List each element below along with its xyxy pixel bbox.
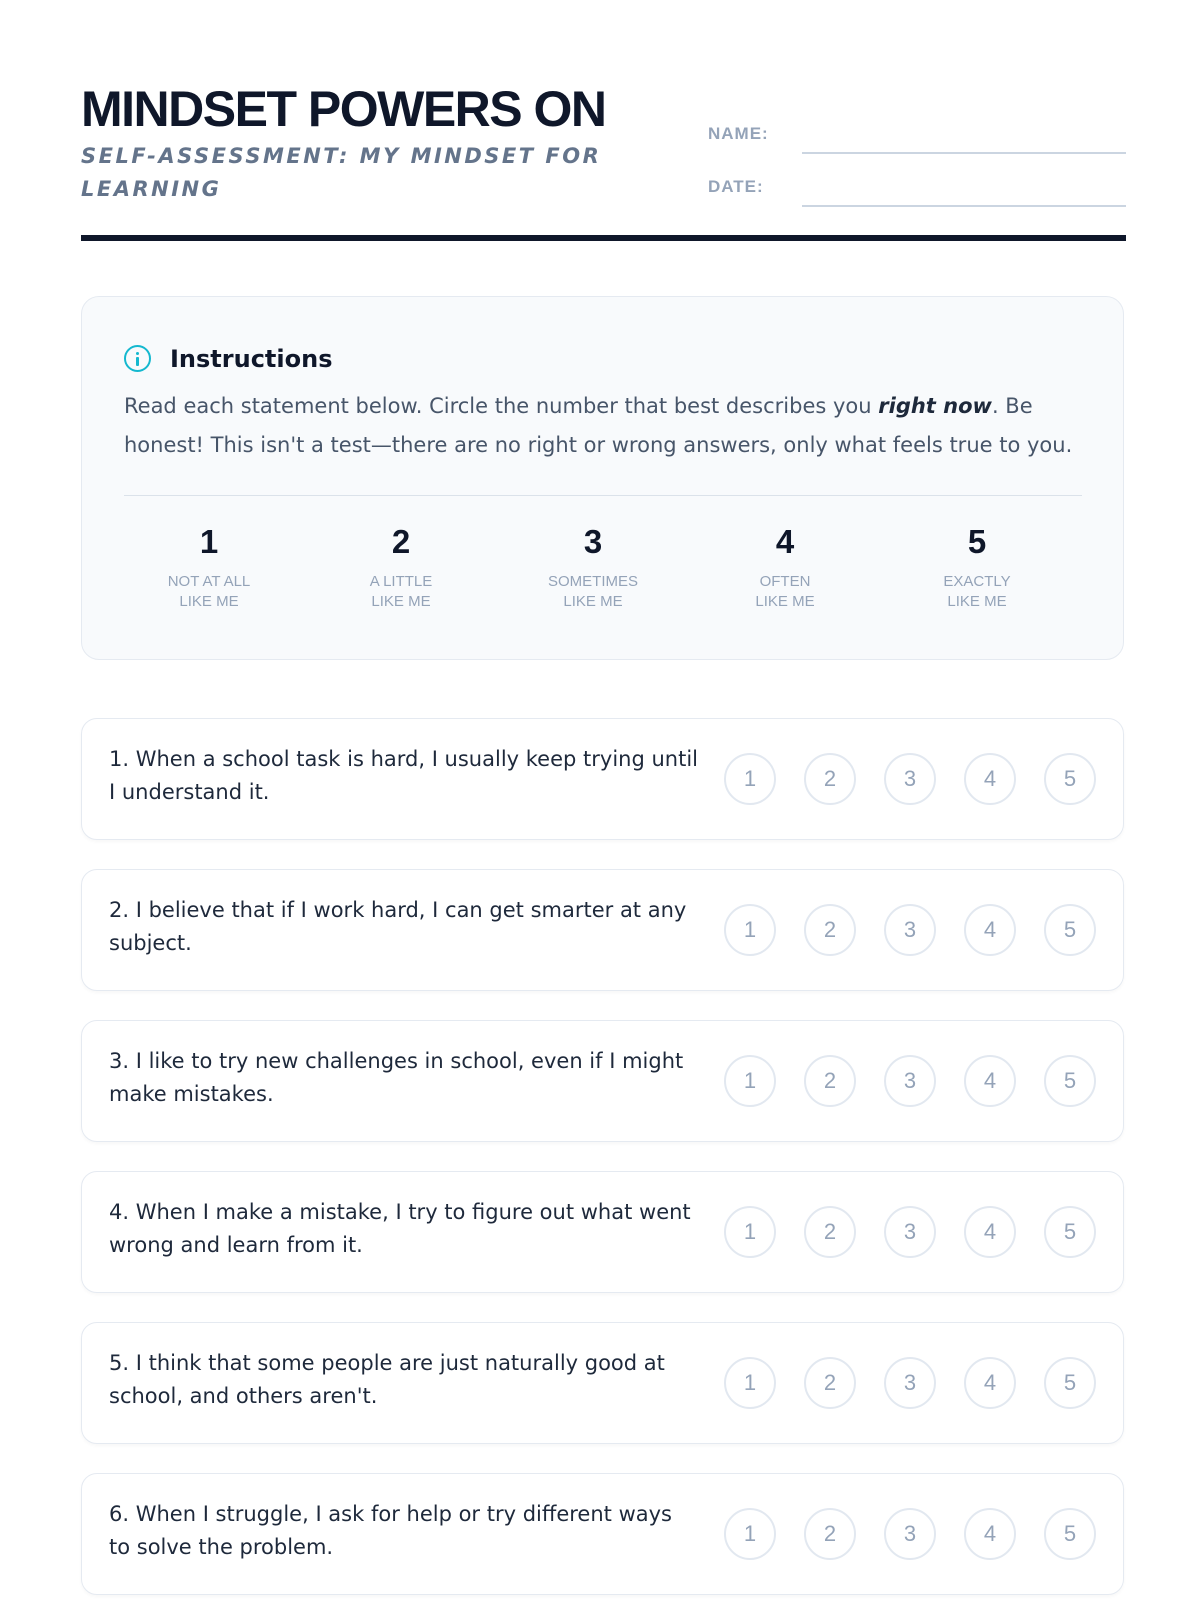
scale-label-line2: LIKE ME	[563, 593, 623, 610]
name-row	[708, 118, 1126, 148]
rating-option-5[interactable]: 5	[1044, 753, 1096, 805]
rating-options	[724, 1508, 1094, 1562]
rating-option-4[interactable]: 4	[964, 904, 1016, 956]
question-text: 2. I believe that if I work hard, I can get smarter at any subject.	[109, 898, 687, 955]
scale-label-line1: A LITTLE	[369, 573, 433, 590]
header-rule	[81, 235, 1126, 241]
question-card-4	[81, 1171, 1124, 1293]
scale-label-line1: OFTEN	[759, 573, 811, 590]
question-card-3	[81, 1020, 1124, 1142]
scale-label-line2: LIKE ME	[371, 593, 431, 610]
question-text: 3. I like to try new challenges in school, even if I might make mistakes.	[109, 1049, 684, 1106]
rating-options	[724, 1055, 1094, 1109]
rating-option-1[interactable]: 1	[724, 753, 776, 805]
rating-option-1[interactable]: 1	[724, 1508, 776, 1560]
worksheet-header	[81, 0, 1126, 243]
rating-option-5[interactable]: 5	[1044, 904, 1096, 956]
rating-option-1[interactable]: 1	[724, 1206, 776, 1258]
scale-item	[700, 522, 870, 612]
scale-number: 4	[775, 523, 795, 560]
question-card-2	[81, 869, 1124, 991]
rating-option-5[interactable]: 5	[1044, 1357, 1096, 1409]
rating-option-2[interactable]: 2	[804, 1206, 856, 1258]
rating-option-4[interactable]: 4	[964, 1357, 1016, 1409]
rating-option-5[interactable]: 5	[1044, 1508, 1096, 1560]
instructions-divider	[124, 495, 1082, 496]
rating-option-1[interactable]: 1	[724, 904, 776, 956]
date-field[interactable]	[802, 185, 1126, 207]
rating-options	[724, 1357, 1094, 1411]
scale-number: 2	[391, 523, 411, 560]
rating-option-3[interactable]: 3	[884, 1357, 936, 1409]
page-title: MINDSET POWERS ON	[81, 81, 606, 137]
question-text: 5. I think that some people are just naturally good at school, and others aren't.	[109, 1351, 665, 1408]
rating-option-4[interactable]: 4	[964, 1508, 1016, 1560]
rating-option-5[interactable]: 5	[1044, 1206, 1096, 1258]
scale-item	[892, 522, 1062, 612]
info-icon	[124, 345, 151, 372]
scale-label-line1: NOT AT ALL	[167, 573, 251, 590]
rating-scale-legend	[124, 522, 1108, 622]
scale-label-line1: EXACTLY	[943, 573, 1011, 590]
scale-item	[316, 522, 486, 612]
question-text: 1. When a school task is hard, I usually keep trying until I understand it.	[109, 747, 698, 804]
rating-option-2[interactable]: 2	[804, 753, 856, 805]
rating-options	[724, 904, 1094, 958]
instructions-text-before: Read each statement below. Circle the number that best describes you	[124, 394, 879, 418]
instructions-text	[124, 387, 1084, 465]
instructions-title: Instructions	[170, 345, 333, 373]
scale-number: 3	[583, 523, 603, 560]
scale-label-line1: SOMETIMES	[547, 573, 638, 590]
question-text: 4. When I make a mistake, I try to figure out what went wrong and learn from it.	[109, 1200, 691, 1257]
question-card-1	[81, 718, 1124, 840]
scale-label-line2: LIKE ME	[755, 593, 815, 610]
scale-item	[508, 522, 678, 612]
question-card-6	[81, 1473, 1124, 1595]
scale-item	[124, 522, 294, 612]
rating-option-1[interactable]: 1	[724, 1055, 776, 1107]
date-row	[708, 171, 1126, 201]
rating-options	[724, 1206, 1094, 1260]
rating-option-3[interactable]: 3	[884, 1508, 936, 1560]
scale-number: 1	[199, 523, 219, 560]
name-field[interactable]	[802, 132, 1126, 154]
scale-label	[316, 572, 486, 612]
scale-number: 5	[967, 523, 987, 560]
rating-option-4[interactable]: 4	[964, 753, 1016, 805]
rating-option-5[interactable]: 5	[1044, 1055, 1096, 1107]
rating-option-1[interactable]: 1	[724, 1357, 776, 1409]
rating-option-2[interactable]: 2	[804, 1357, 856, 1409]
rating-option-2[interactable]: 2	[804, 1508, 856, 1560]
rating-option-3[interactable]: 3	[884, 1206, 936, 1258]
scale-label	[508, 572, 678, 612]
scale-label	[892, 572, 1062, 612]
instructions-text-after: . Be honest! This isn't a test—there are no right or wrong answers, only what feels true to you.	[124, 394, 1073, 457]
rating-option-3[interactable]: 3	[884, 904, 936, 956]
date-label: DATE:	[708, 177, 764, 196]
rating-option-3[interactable]: 3	[884, 1055, 936, 1107]
rating-option-4[interactable]: 4	[964, 1206, 1016, 1258]
rating-option-3[interactable]: 3	[884, 753, 936, 805]
worksheet-page	[81, 0, 1126, 1559]
name-label: NAME:	[708, 124, 769, 143]
rating-option-4[interactable]: 4	[964, 1055, 1016, 1107]
rating-options	[724, 753, 1094, 807]
rating-option-2[interactable]: 2	[804, 1055, 856, 1107]
rating-option-2[interactable]: 2	[804, 904, 856, 956]
question-text: 6. When I struggle, I ask for help or try different ways to solve the problem.	[109, 1502, 672, 1559]
scale-label	[124, 572, 294, 612]
scale-label-line2: LIKE ME	[179, 593, 239, 610]
scale-label-line2: LIKE ME	[947, 593, 1007, 610]
instructions-text-emphasis: right now	[878, 394, 992, 418]
page-subtitle: SELF-ASSESSMENT: MY MINDSET FOR LEARNING	[81, 144, 602, 201]
instructions-panel	[81, 296, 1124, 660]
scale-label	[700, 572, 870, 612]
question-card-5	[81, 1322, 1124, 1444]
